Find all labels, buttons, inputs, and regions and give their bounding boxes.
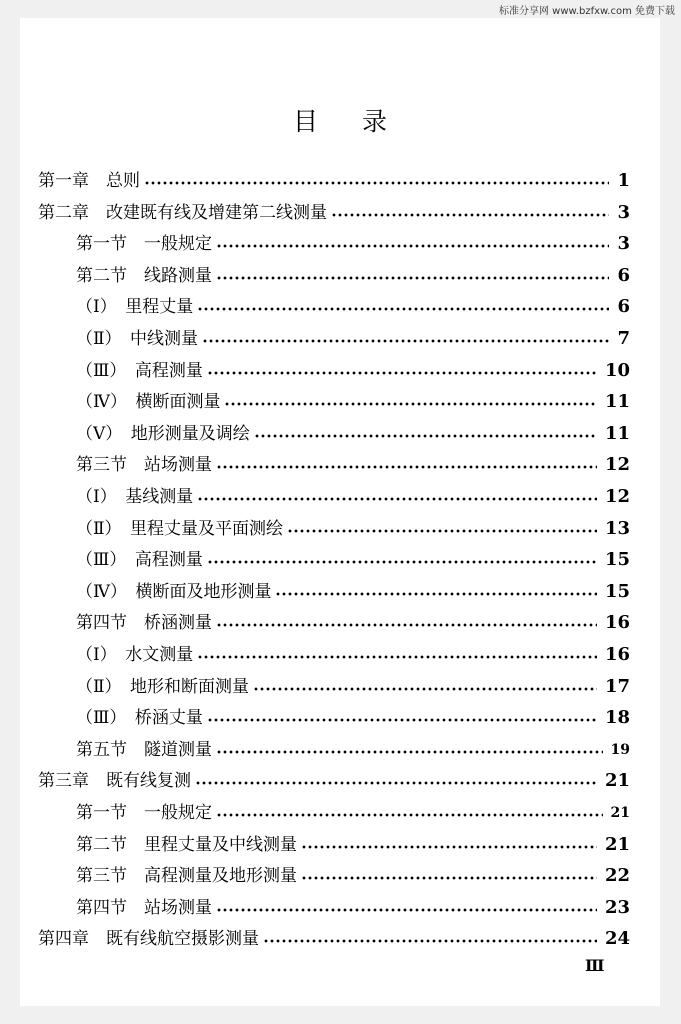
leader-dots [195, 781, 597, 785]
leader-dots [216, 750, 603, 754]
leader-dots [263, 939, 597, 943]
toc-entry-label: （Ⅰ） 里程丈量 [76, 297, 194, 318]
toc-entry-label: 第四章 既有线航空摄影测量 [38, 929, 259, 950]
toc-entry[interactable] [76, 830, 630, 860]
toc-entry-label: （Ⅰ） 水文测量 [76, 645, 194, 665]
toc-entry-label: 第一节 一般规定 [76, 803, 212, 823]
leader-dots [224, 402, 596, 406]
toc-entry-page-number: 23 [604, 896, 630, 918]
toc-entry[interactable] [76, 324, 630, 354]
toc-entry-label: 第五节 隧道测量 [76, 739, 212, 760]
leader-dots [254, 434, 597, 438]
toc-entry-page-number: 17 [604, 675, 630, 697]
toc-entry[interactable] [38, 924, 630, 954]
leader-dots [207, 371, 597, 375]
toc-entry-page-number: 18 [604, 707, 630, 729]
toc-entry-label: 第二节 线路测量 [76, 265, 212, 286]
toc-entry[interactable] [38, 166, 630, 196]
toc-entry[interactable] [76, 450, 630, 480]
toc-entry-page-number: 21 [604, 770, 630, 792]
leader-dots [197, 307, 609, 311]
leader-dots [301, 845, 597, 849]
leader-dots [207, 718, 597, 722]
toc-entry-label: （Ⅱ） 中线测量 [76, 329, 199, 349]
toc-entry[interactable] [76, 419, 630, 449]
toc-entry-label: （Ⅱ） 里程丈量及平面测绘 [76, 518, 284, 539]
toc-entry[interactable] [76, 229, 630, 259]
toc-entry-page-number: 15 [604, 549, 630, 571]
toc-entry-label: 第四节 站场测量 [76, 897, 212, 918]
leader-dots [197, 497, 597, 501]
toc-entry-label: （Ⅲ） 高程测量 [76, 550, 203, 571]
toc-entry-label: 第四节 桥涵测量 [76, 613, 212, 634]
leader-dots [207, 560, 597, 564]
leader-dots [144, 181, 609, 185]
toc-entry-page-number: 12 [604, 454, 630, 476]
toc-entry-page-number: 24 [604, 928, 630, 950]
toc-entry[interactable] [76, 356, 630, 386]
toc-entry-page-number: 11 [604, 422, 630, 444]
leader-dots [202, 339, 609, 343]
leader-dots [253, 687, 597, 691]
toc-entry-page-number: 16 [604, 612, 630, 634]
toc-entry-page-number: 12 [604, 486, 630, 507]
toc-entry-label: 第二节 里程丈量及中线测量 [76, 834, 297, 855]
toc-entry[interactable] [76, 608, 630, 638]
leader-dots [197, 655, 597, 659]
toc-entry-page-number: 7 [617, 328, 630, 349]
toc-entry[interactable] [76, 861, 630, 891]
leader-dots [216, 908, 597, 912]
toc-entry[interactable] [76, 292, 630, 322]
toc-entry-label: （Ⅰ） 基线测量 [76, 487, 194, 507]
toc-entry-page-number: 22 [604, 865, 630, 887]
toc-entry[interactable] [76, 577, 630, 607]
toc-entry-label: （Ⅳ） 横断面测量 [76, 392, 221, 413]
toc-entry-label: （Ⅱ） 地形和断面测量 [76, 676, 250, 697]
toc-entry[interactable] [76, 798, 630, 828]
toc-entry-label: （Ⅲ） 高程测量 [76, 360, 203, 381]
toc-entry[interactable] [76, 672, 630, 702]
toc-entry-page-number: 11 [604, 391, 630, 413]
toc-entry-page-number: 13 [604, 517, 630, 539]
leader-dots [216, 465, 597, 469]
toc-entry-label: （Ⅲ） 桥涵丈量 [76, 708, 203, 729]
watermark-text: 标准分享网 www.bzfxw.com 免费下载 [499, 6, 675, 17]
toc-entry-label: 第三章 既有线复测 [38, 771, 191, 792]
leader-dots [287, 529, 597, 533]
toc-entry[interactable] [38, 766, 630, 796]
toc-entry-page-number: 10 [604, 359, 630, 381]
toc-entry-label: （Ⅳ） 横断面及地形测量 [76, 581, 272, 602]
toc-entry-page-number: 19 [610, 741, 630, 758]
toc-entry-page-number: 6 [617, 296, 630, 318]
toc-entry-page-number: 3 [617, 233, 630, 255]
toc-entry[interactable] [76, 640, 630, 670]
leader-dots [216, 244, 609, 248]
toc-entry[interactable] [76, 261, 630, 291]
toc-entry[interactable] [76, 514, 630, 544]
toc-entry-page-number: 15 [604, 580, 630, 602]
toc-entry-label: （Ⅴ） 地形测量及调绘 [76, 423, 250, 444]
toc-entry-page-number: 21 [610, 805, 630, 821]
toc-entry-label: 第三节 高程测量及地形测量 [76, 866, 297, 887]
toc-entry-page-number: 6 [617, 264, 630, 286]
toc-entry-page-number: 21 [604, 833, 630, 855]
leader-dots [216, 276, 609, 280]
leader-dots [275, 592, 596, 596]
toc-entry[interactable] [76, 735, 630, 765]
document-page [20, 18, 660, 1006]
toc-entry-page-number: 1 [617, 170, 630, 191]
toc-entry[interactable] [76, 482, 630, 512]
toc-entry[interactable] [38, 198, 630, 228]
toc-entry[interactable] [76, 387, 630, 417]
toc-entry-label: 第三节 站场测量 [76, 455, 212, 476]
toc-entry-page-number: 3 [617, 201, 630, 223]
toc-entry-label: 第一章 总则 [38, 171, 140, 191]
page-number-footer: Ⅲ [585, 956, 605, 975]
toc-entry[interactable] [76, 545, 630, 575]
leader-dots [301, 876, 597, 880]
toc-entry-page-number: 16 [604, 644, 630, 665]
toc-entry[interactable] [76, 893, 630, 923]
page-title: 目录 [292, 107, 431, 136]
leader-dots [216, 813, 603, 817]
toc-entry-label: 第二章 改建既有线及增建第二线测量 [38, 202, 327, 223]
leader-dots [216, 623, 597, 627]
leader-dots [331, 213, 609, 217]
toc-entry-label: 第一节 一般规定 [76, 234, 212, 255]
toc-entry[interactable] [76, 703, 630, 733]
